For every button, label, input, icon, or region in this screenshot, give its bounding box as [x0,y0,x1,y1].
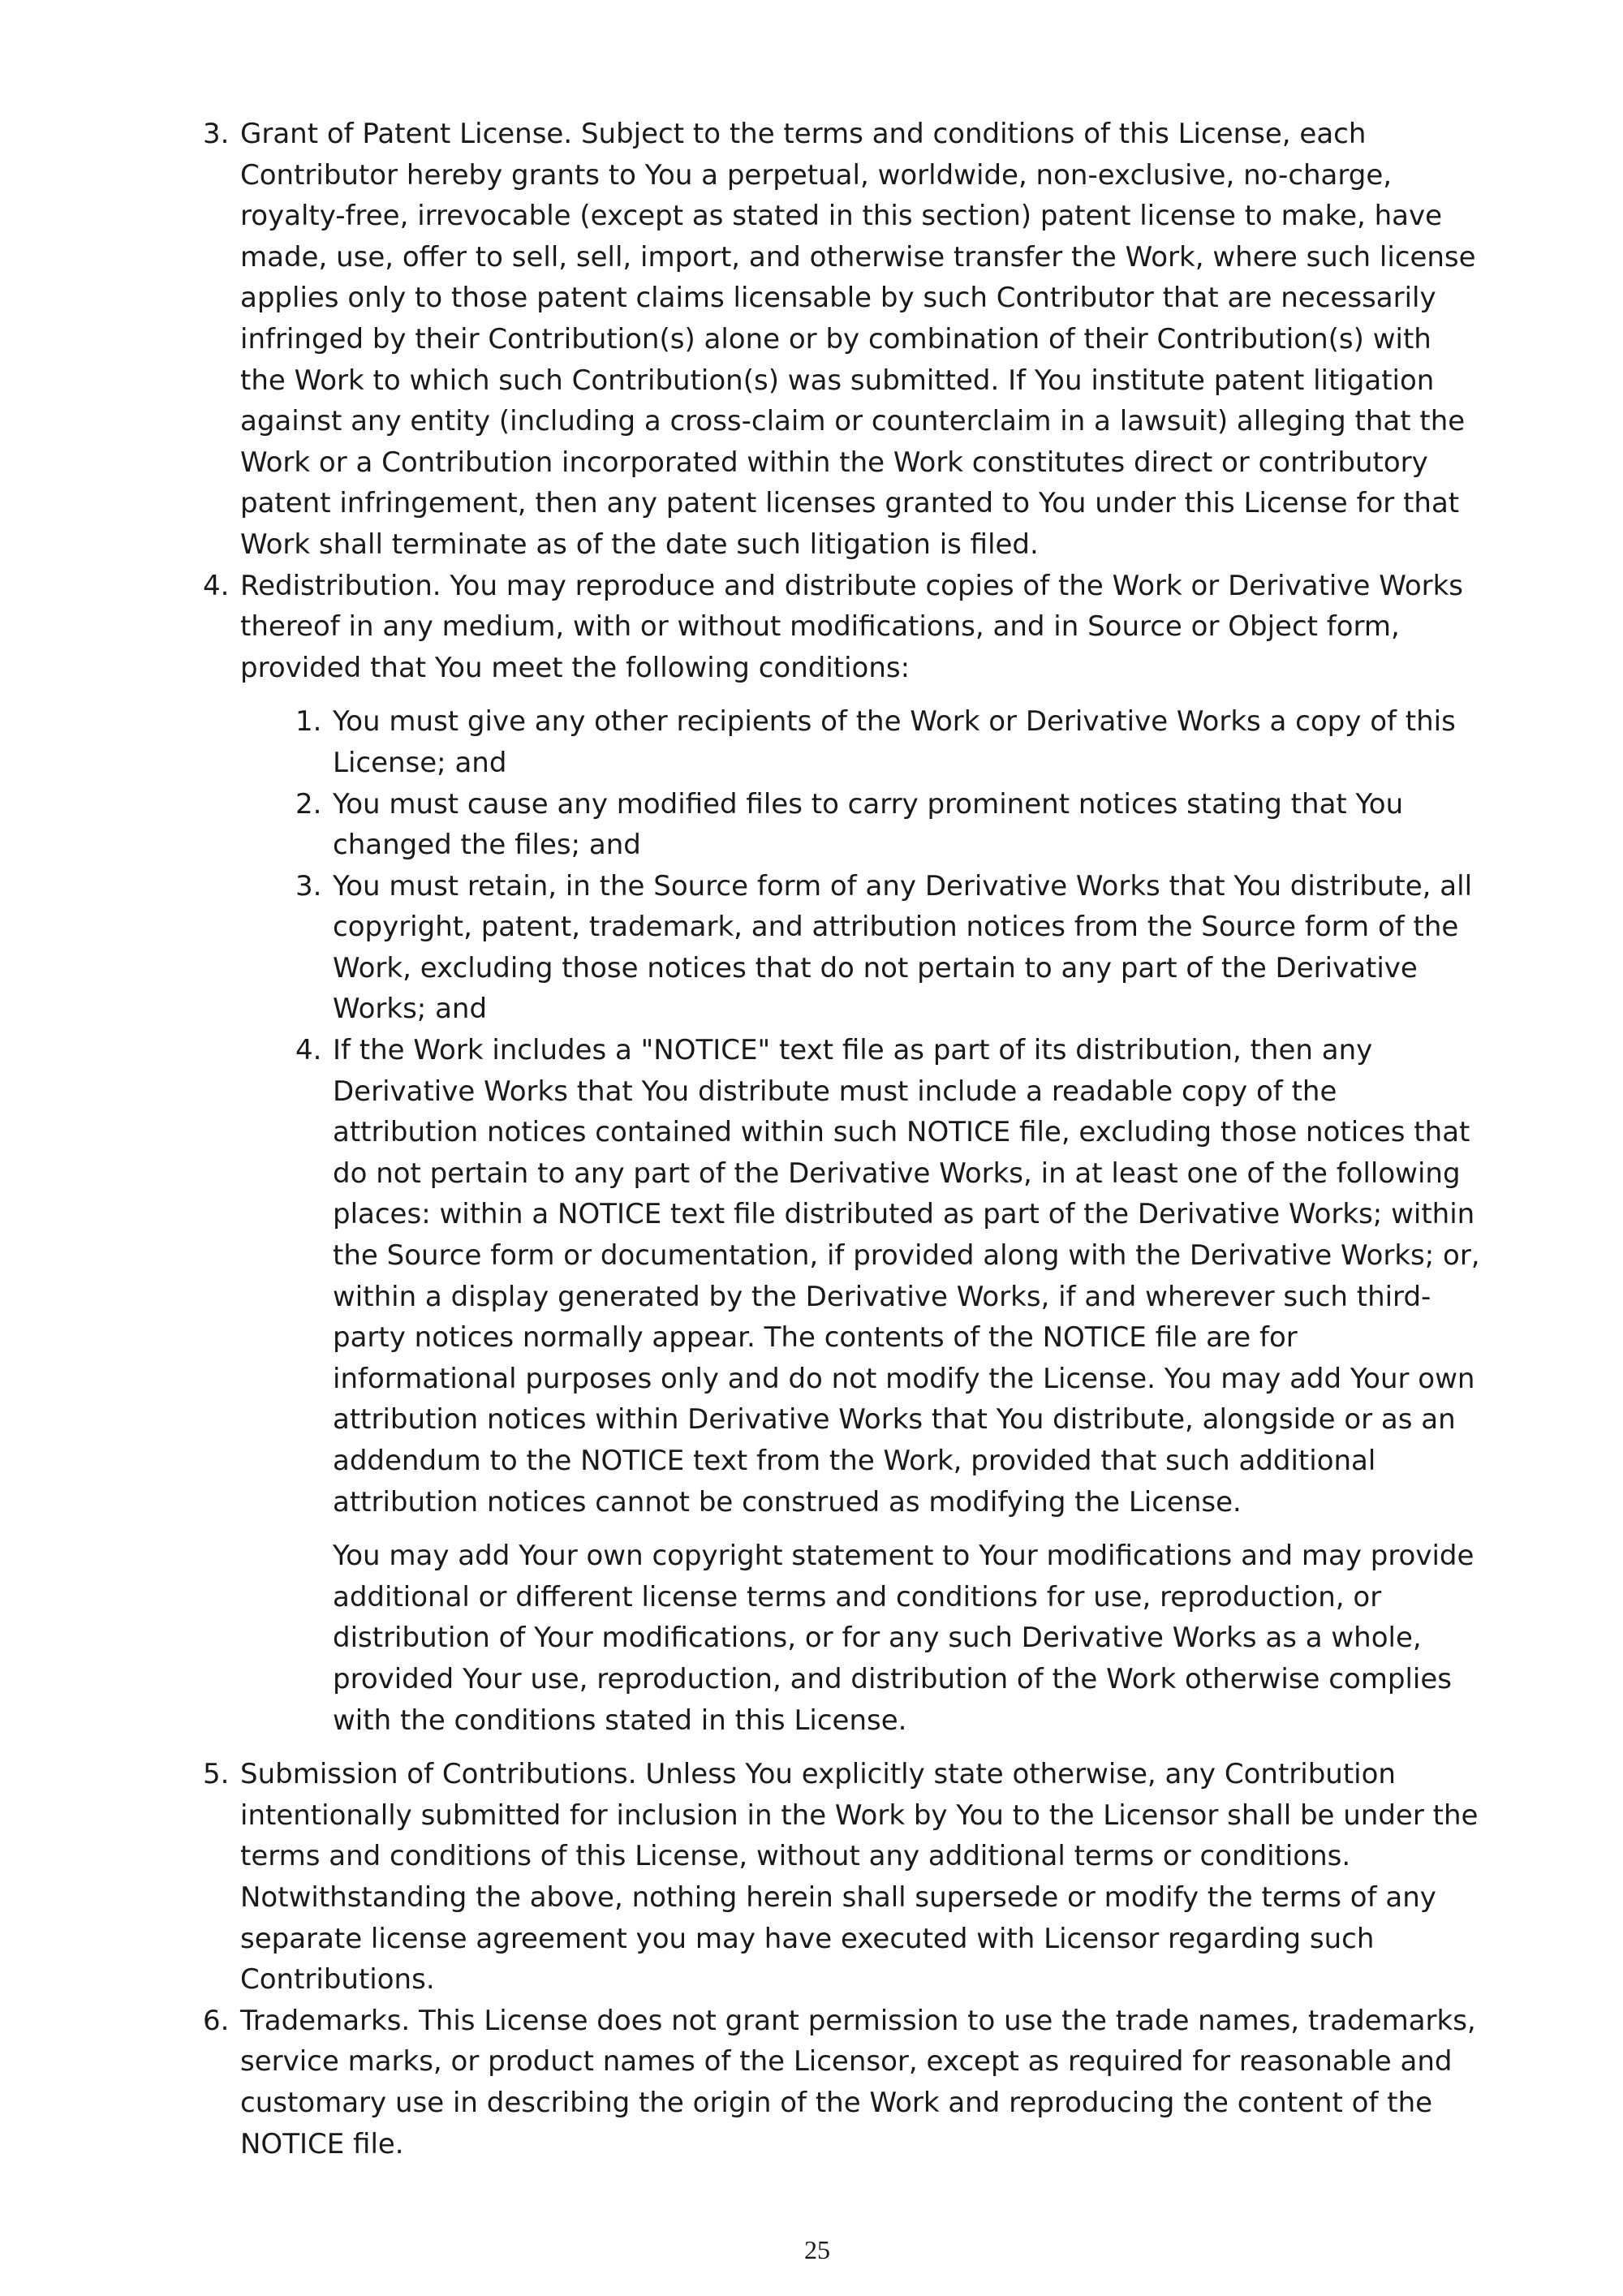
license-section-5 [203,1754,1485,2001]
section-text: Grant of Patent License. Subject to the terms and conditions of this License, each Contributor hereby grants to You a perpetual, worldwide, non-exclusive, no-charge, royalty-free, irrevocable (except as stated in this section) patent license to make, have made, use, offer to sell, sell, import, and otherwise transfer the Work, where such license applies only to those patent claims licensable by such Contributor that are necessarily infringed by their Contribution(s) alone or by combination of their Contribution(s) with the Work to which such Contribution(s) was submitted. If You institute patent litigation against any entity (including a cross-claim or counterclaim in a lawsuit) alleging that the Work or a Contribution incorporated within the Work constitutes direct or contributory patent infringement, then any patent licenses granted to You under this License for that Work shall terminate as of the date such litigation is filed. [240,118,1476,561]
condition-text: You must cause any modified files to carry prominent notices stating that You changed the files; and [333,787,1404,862]
page-number: 25 [804,2235,830,2264]
section-text: Trademarks. This License does not grant permission to use the trade names, trademarks, service marks, or product names of the Licensor, except as required for reasonable and customary use in describing the origin of the Work and reproducing the content of the NOTICE file. [240,2004,1476,2160]
condition-item-3 [240,866,1485,1030]
condition-text: You must give any other recipients of the Work or Derivative Works a copy of this License; and [333,705,1456,779]
section-text: Redistribution. You may reproduce and distribute copies of the Work or Derivative Works thereof in any medium, with or without modifications, and in Source or Object form, provided that You meet the following conditions: [240,569,1464,684]
license-text-body [203,114,1485,2165]
section-text: Submission of Contributions. Unless You explicitly state otherwise, any Contribution intentionally submitted for inclusion in the Work by You to the Licensor shall be under the terms and conditions of this License, without any additional terms or conditions. Notwithstanding the above, nothing herein shall supersede or modify the terms of any separate license agreement you may have executed with Licensor regarding such Contributions. [240,1758,1479,1997]
condition-item-1 [240,701,1485,783]
condition-item-2 [240,784,1485,866]
section-number: 3. [203,118,230,150]
section-number: 5. [203,1758,230,1791]
section-number: 6. [203,2004,230,2037]
license-section-3 [203,114,1485,566]
condition-extra-paragraph: You may add Your own copyright statement to Your modifications and may provide additional or different license terms and conditions for use, reproduction, or distribution of Your modifications, or for any such Derivative Works as a whole, provided Your use, reproduction, and distribution of the Work otherwise complies with the conditions stated in this License. [333,1540,1474,1737]
condition-number: 3. [295,869,322,902]
condition-text: If the Work includes a "NOTICE" text file as part of its distribution, then any Derivative Works that You distribute must include a readable copy of the attribution notices contained within such NOTICE file, excluding those notices that do not pertain to any part of the Derivative Works, in at least one of the following places: within a NOTICE text file distributed as part of the Derivative Works; within the Source form or documentation, if provided along with the Derivative Works; or, within a display generated by the Derivative Works, if and wherever such third-party notices normally appear. The contents of the NOTICE file are for informational purposes only and do not modify the License. You may add Your own attribution notices within Derivative Works that You distribute, alongside or as an addendum to the NOTICE text from the Work, provided that such additional attribution notices cannot be construed as modifying the License. [333,1034,1480,1518]
license-section-6 [203,2001,1485,2165]
condition-number: 2. [295,787,322,821]
condition-item-4 [240,1030,1485,1741]
license-section-4 [203,566,1485,1742]
section-number: 4. [203,569,230,602]
condition-number: 4. [295,1034,322,1067]
condition-text: You must retain, in the Source form of any Derivative Works that You distribute, all copyright, patent, trademark, and attribution notices from the Source form of the Work, excluding those notices that do not pertain to any part of the Derivative Works; and [333,869,1473,1026]
redistribution-conditions-list [240,701,1485,1741]
condition-number: 1. [295,705,322,739]
license-section-list [203,114,1485,2165]
